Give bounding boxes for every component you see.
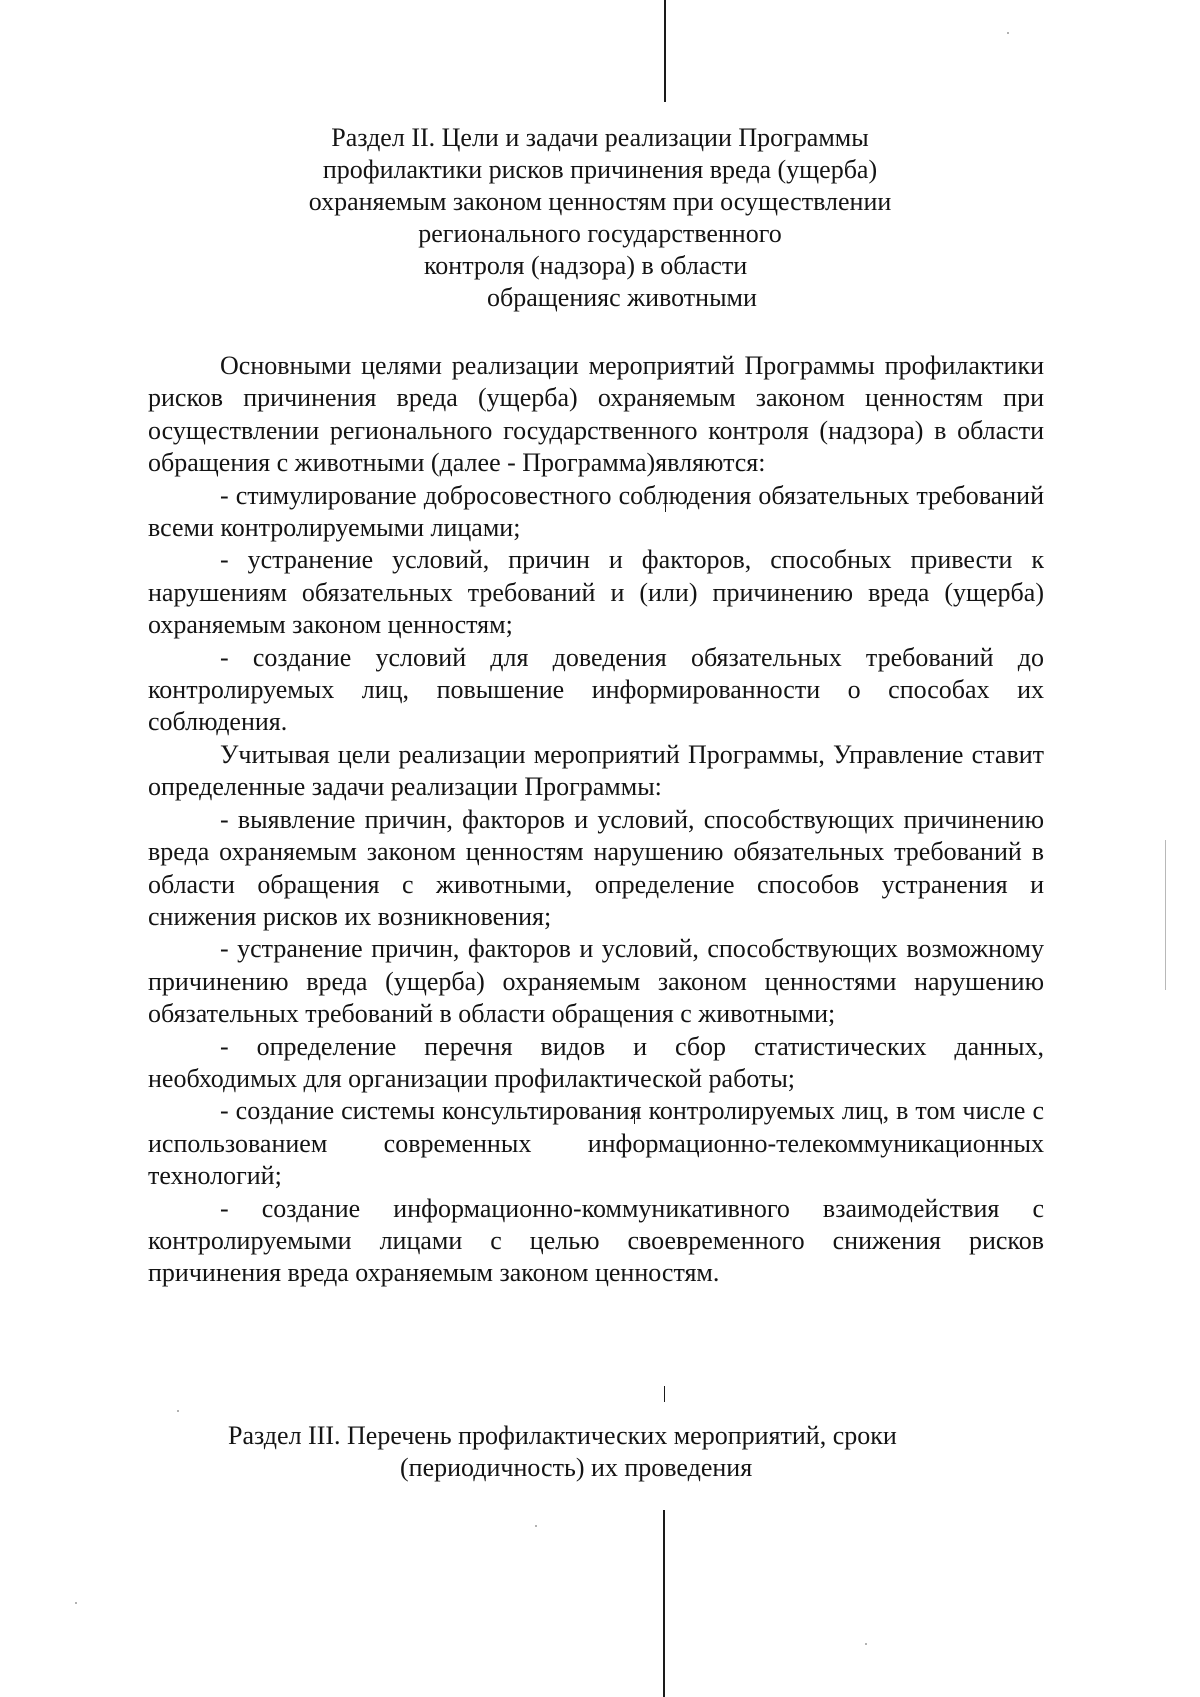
scan-artifact-line: [1165, 840, 1166, 990]
list-item-goal: - устранение условий, причин и факторов, способных привести к нарушениям обязательных требований и (или) причинению вреда (ущерба) охраняемым законом ценностям;: [148, 545, 1044, 640]
scan-artifact-dot: [1007, 32, 1009, 34]
heading-line: контроля (надзора) в области: [424, 251, 748, 280]
scan-artifact-dot: [535, 1525, 537, 1527]
list-item-task: - создание системы консультирования контролируемых лиц, в том числе с использованием современных информационно-телекоммуникационных технологий;: [148, 1096, 1044, 1191]
scan-artifact-tick: [664, 1386, 665, 1402]
scan-artifact-line: [664, 0, 666, 102]
scan-artifact-dot: [177, 1410, 179, 1412]
scan-artifact-dot: [865, 1643, 867, 1645]
heading-line: регионального государственного: [418, 219, 782, 248]
scan-artifact-line: [663, 1510, 665, 1697]
heading-line: Раздел III. Перечень профилактических мероприятий, сроки: [228, 1421, 897, 1450]
list-item-task: - определение перечня видов и сбор статистических данных, необходимых для организации профилактической работы;: [148, 1031, 1044, 1093]
list-item-goal: - создание условий для доведения обязательных требований до контролируемых лиц, повышение информированности о способах их соблюдения.: [148, 642, 1044, 737]
heading-line: (периодичность) их проведения: [400, 1453, 753, 1482]
list-item-task: - создание информационно-коммуникативного взаимодействия с контролируемыми лицами с целью своевременного снижения рисков причинения вреда охраняемым законом ценностям.: [148, 1193, 1044, 1288]
section-3-heading: [0, 1420, 1200, 1484]
section-2-heading: [0, 122, 1200, 314]
heading-line: охраняемым законом ценностям при осуществлении: [308, 187, 892, 216]
list-item-task: - выявление причин, факторов и условий, способствующих причинению вреда охраняемым законом ценностям нарушению обязательных требований в области обращения с животными, определение способов устранения и снижения рисков их возникновения;: [148, 804, 1044, 931]
section-2-body: [148, 350, 1044, 1290]
heading-line: профилактики рисков причинения вреда (ущерба): [322, 155, 878, 184]
list-item-goal: - стимулирование добросовестного соблюдения обязательных требований всеми контролируемыми лицами;: [148, 480, 1044, 543]
paragraph-tasks-intro: Учитывая цели реализации мероприятий Программы, Управление ставит определенные задачи реализации Программы:: [148, 739, 1044, 802]
list-item-task: - устранение причин, факторов и условий, способствующих возможному причинению вреда (ущерба) охраняемым законом ценностями нарушению обязательных требований в области обращения с животными;: [148, 934, 1044, 1029]
heading-line: обращенияс животными: [487, 283, 757, 312]
scan-artifact-dot: [75, 1602, 77, 1604]
heading-line: Раздел II. Цели и задачи реализации Программы: [331, 123, 869, 152]
paragraph-goals-intro: Основными целями реализации мероприятий Программы профилактики рисков причинения вреда (ущерба) охраняемым законом ценностям при осуществлении регионального государственного контроля (надзора) в области обращения с животными (далее - Программа)являются:: [148, 351, 1044, 478]
